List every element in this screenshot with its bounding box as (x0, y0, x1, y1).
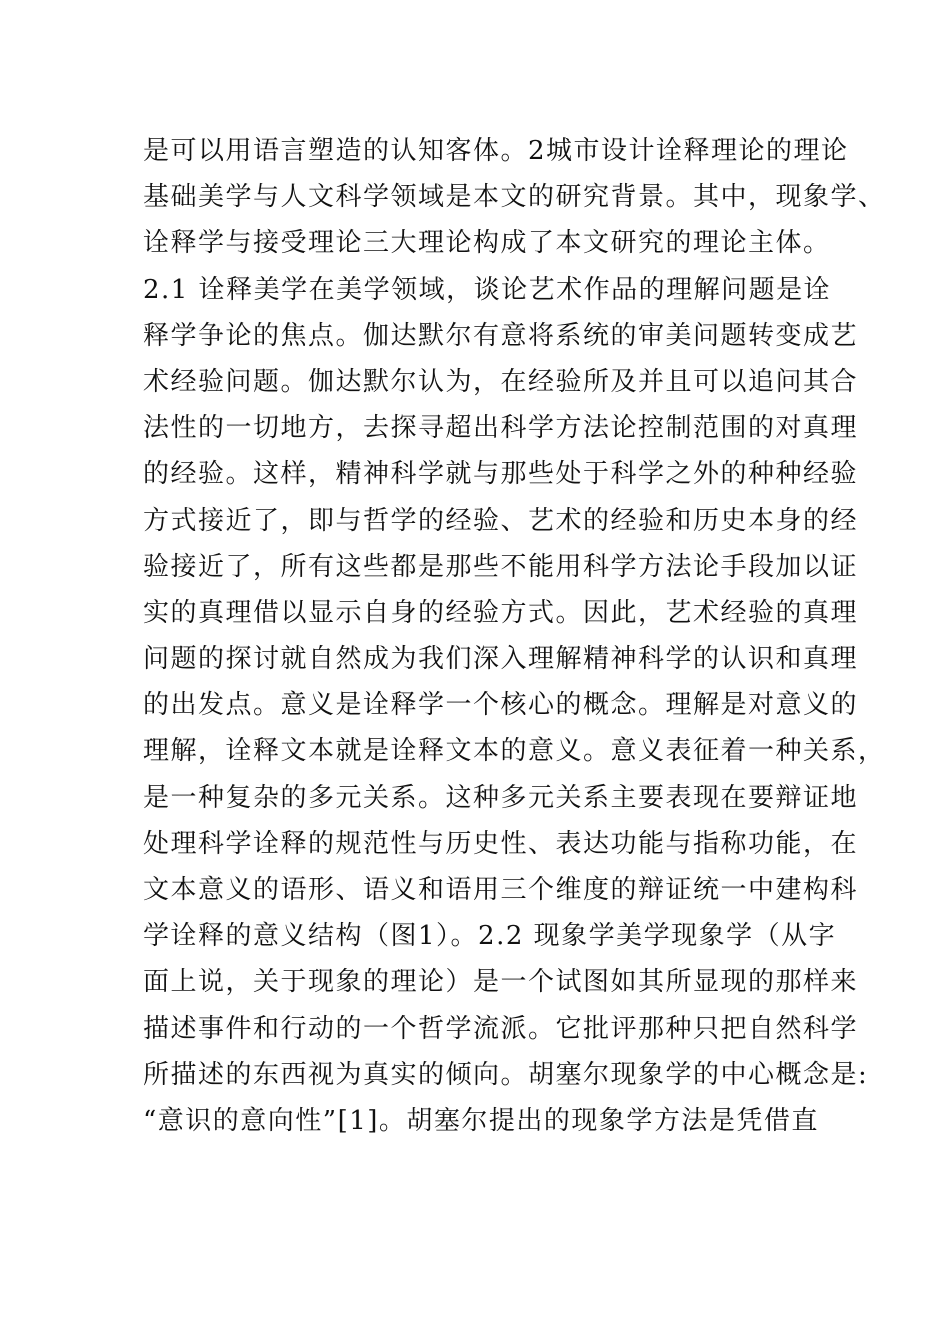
text-line: 释学争论的焦点。伽达默尔有意将系统的审美问题转变成艺 (143, 320, 859, 351)
text-line: 实的真理借以显示自身的经验方式。因此，艺术经验的真理 (143, 597, 859, 628)
text-line: 是一种复杂的多元关系。这种多元关系主要表现在要辩证地 (143, 782, 859, 813)
text-line: 处理科学诠释的规范性与历史性、表达功能与指称功能，在 (143, 828, 859, 859)
text-line: 术经验问题。伽达默尔认为，在经验所及并且可以追问其合 (143, 366, 859, 397)
text-line: 问题的探讨就自然成为我们深入理解精神科学的认识和真理 (143, 644, 859, 675)
text-line: 文本意义的语形、语义和语用三个维度的辩证统一中建构科 (143, 875, 859, 905)
text-line: 所描述的东西视为真实的倾向。胡塞尔现象学的中心概念是: (143, 1059, 869, 1090)
text-line: 的经验。这样，精神科学就与那些处于科学之外的种种经验 (143, 459, 859, 490)
text-line: 学诠释的意义结构（图1）。2.2 现象学美学现象学（从字 (143, 921, 837, 952)
text-line: 面上说，关于现象的理论）是一个试图如其所显现的那样来 (143, 967, 859, 998)
text-line: 基础美学与人文科学领域是本文的研究背景。其中，现象学、 (143, 182, 886, 213)
text-line: 诠释学与接受理论三大理论构成了本文研究的理论主体。 (143, 228, 831, 259)
text-line: 的出发点。意义是诠释学一个核心的概念。理解是对意义的 (143, 690, 859, 721)
text-line: 方式接近了，即与哲学的经验、艺术的经验和历史本身的经 (143, 505, 859, 536)
text-line: 法性的一切地方，去探寻超出科学方法论控制范围的对真理 (143, 413, 859, 444)
text-line: “意识的意向性”[1]。胡塞尔提出的现象学方法是凭借直 (143, 1105, 819, 1136)
text-line: 验接近了，所有这些都是那些不能用科学方法论手段加以证 (143, 551, 859, 582)
text-line: 描述事件和行动的一个哲学流派。它批评那种只把自然科学 (143, 1013, 859, 1044)
body-paragraph (143, 128, 886, 1144)
text-line: 2.1 诠释美学在美学领域，谈论艺术作品的理解问题是诠 (143, 274, 832, 305)
text-line: 理解，诠释文本就是诠释文本的意义。意义表征着一种关系， (143, 736, 886, 767)
text-line: 是可以用语言塑造的认知客体。2城市设计诠释理论的理论 (143, 136, 849, 166)
